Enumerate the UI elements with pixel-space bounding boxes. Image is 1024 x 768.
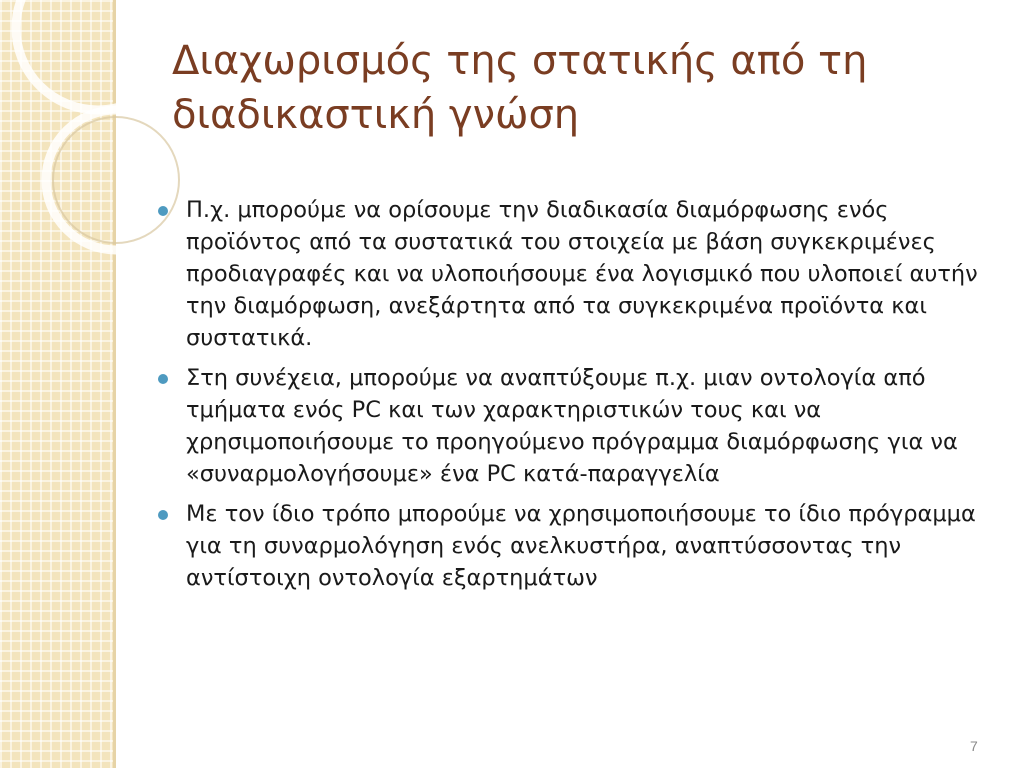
- bullet-item: [156, 362, 1006, 490]
- bullet-dot-icon: [158, 374, 168, 384]
- bullet-text: Με τον ίδιο τρόπο μπορούμε να χρησιμοποιήσουμε το ίδιο πρόγραμμα για τη συναρμολόγηση ενός ανελκυστήρα, αναπτύσσοντας την αντίστοιχη οντολογία εξαρτημάτων: [186, 501, 976, 591]
- page-number: 7: [970, 738, 978, 754]
- bullet-text: Π.χ. μπορούμε να ορίσουμε την διαδικασία διαμόρφωσης ενός προϊόντος από τα συστατικά του στοιχεία με βάση συγκεκριμένες προδιαγραφές και να υλοποιήσουμε ένα λογισμικό που υλοποιεί αυτήν την διαμόρφωση, ανεξάρτητα από τα συγκεκριμένα προϊόντα και συστατικά.: [186, 197, 978, 351]
- bullet-dot-icon: [158, 510, 168, 520]
- bullet-list: [156, 194, 1006, 602]
- bullet-dot-icon: [158, 206, 168, 216]
- bullet-text: Στη συνέχεια, μπορούμε να αναπτύξουμε π.χ. μιαν οντολογία από τμήματα ενός PC και των χαρακτηριστικών τους και να χρησιμοποιήσουμε το προηγούμενο πρόγραμμα διαμόρφωσης για να «συναρμολογήσουμε» ένα PC κατά-παραγγελία: [186, 365, 958, 487]
- deco-circle-top: [16, 0, 180, 110]
- slide-title: Διαχωρισμός της στατικής από τη διαδικαστική γνώση: [172, 38, 868, 138]
- bullet-item: [156, 498, 1006, 594]
- bullet-item: [156, 194, 1006, 354]
